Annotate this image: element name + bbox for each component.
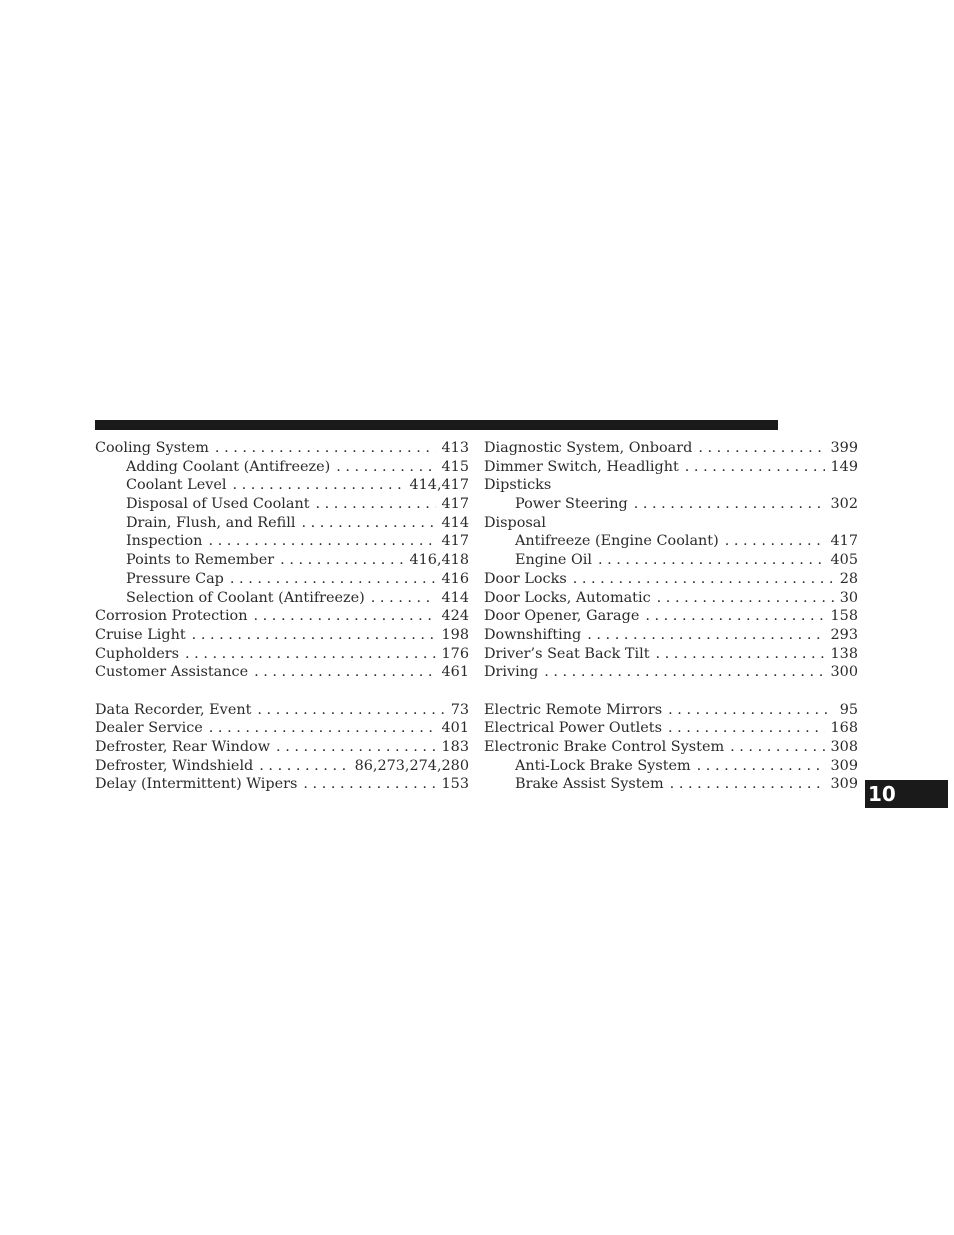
entry-page-number: 405 <box>830 552 858 569</box>
entry-page-number: 158 <box>830 608 858 625</box>
entry-label: Engine Oil <box>515 552 592 569</box>
entry-page-number: 95 <box>839 701 858 718</box>
entry-page-number: 413 <box>441 440 469 456</box>
entry-label: Disposal of Used Coolant <box>126 496 310 513</box>
index-entry <box>95 626 469 645</box>
entry-label: Diagnostic System, Onboard <box>484 440 693 456</box>
dot-leader <box>668 719 825 738</box>
index-subentry <box>484 775 858 794</box>
entry-page-number: 302 <box>830 496 858 513</box>
entry-label: Defroster, Windshield <box>95 757 254 774</box>
entry-page-number: 293 <box>830 626 858 643</box>
entry-label: Selection of Coolant (Antifreeze) <box>126 589 365 606</box>
entry-label: Electric Remote Mirrors <box>484 701 663 718</box>
index-group <box>484 439 858 682</box>
entry-label: Electronic Brake Control System <box>484 739 725 755</box>
entry-label: Dealer Service <box>95 720 203 737</box>
entry-page-number: 414 <box>441 589 469 606</box>
index-subentry <box>95 532 469 551</box>
index-entry <box>484 514 858 533</box>
index-entry <box>484 439 858 458</box>
entry-page-number: 198 <box>441 626 469 643</box>
entry-page-number: 309 <box>830 757 858 774</box>
index-entry <box>95 607 469 626</box>
index-entry <box>484 738 858 757</box>
index-subentry <box>95 495 469 514</box>
dot-leader <box>668 701 834 720</box>
dot-leader <box>697 757 825 776</box>
entry-page-number: 414 <box>441 514 469 531</box>
index-entry <box>95 701 469 720</box>
dot-leader <box>634 495 825 514</box>
index-subentry <box>484 757 858 776</box>
entry-page-number: 414,417 <box>409 477 469 494</box>
index-entry <box>484 626 858 645</box>
entry-label: Brake Assist System <box>515 776 664 793</box>
entry-page-number: 415 <box>441 458 469 475</box>
entry-page-number: 176 <box>441 645 469 662</box>
dot-leader <box>336 458 435 477</box>
dot-leader <box>598 551 825 570</box>
index-entry <box>484 663 858 682</box>
entry-label: Pressure Cap <box>126 570 224 587</box>
entry-page-number: 168 <box>830 720 858 737</box>
index-group <box>484 701 858 794</box>
entry-page-number: 424 <box>441 608 469 625</box>
dot-leader <box>209 719 436 738</box>
entry-label: Dipsticks <box>484 477 552 494</box>
entry-label: Driving <box>484 664 539 681</box>
entry-label: Downshifting <box>484 626 582 643</box>
index-entry <box>484 570 858 589</box>
entry-page-number: 461 <box>441 664 469 681</box>
index-entry <box>95 757 469 776</box>
index-entry <box>95 439 469 458</box>
dot-leader <box>645 607 824 626</box>
dot-leader <box>657 589 834 608</box>
group-spacer <box>484 682 858 701</box>
index-entry <box>484 645 858 664</box>
index-subentry <box>484 495 858 514</box>
entry-page-number: 30 <box>839 589 858 606</box>
dot-leader <box>544 663 824 682</box>
entry-page-number: 153 <box>441 776 469 793</box>
dot-leader <box>587 626 824 645</box>
index-column-left <box>95 439 469 794</box>
index-subentry <box>95 514 469 533</box>
entry-label: Dimmer Switch, Headlight <box>484 458 679 475</box>
index-entry <box>484 607 858 626</box>
dot-leader <box>685 458 825 477</box>
index-subentry <box>95 476 469 495</box>
dot-leader <box>254 607 436 626</box>
entry-label: Door Locks, Automatic <box>484 589 651 606</box>
entry-label: Customer Assistance <box>95 664 249 681</box>
entry-label: Coolant Level <box>126 477 227 494</box>
entry-label: Driver’s Seat Back Tilt <box>484 645 650 662</box>
entry-page-number: 183 <box>441 739 469 755</box>
index-subentry <box>484 551 858 570</box>
entry-page-number: 399 <box>830 440 858 456</box>
entry-label: Delay (Intermittent) Wipers <box>95 776 298 793</box>
entry-label: Power Steering <box>515 496 628 513</box>
entry-label: Defroster, Rear Window <box>95 739 271 755</box>
entry-page-number: 401 <box>441 720 469 737</box>
dot-leader <box>698 439 824 458</box>
index-entry <box>95 775 469 794</box>
index-entry <box>484 589 858 608</box>
entry-page-number: 28 <box>839 570 858 587</box>
entry-label: Antifreeze (Engine Coolant) <box>515 533 719 550</box>
dot-leader <box>215 439 436 458</box>
entry-page-number: 149 <box>830 458 858 475</box>
index-entry <box>484 719 858 738</box>
dot-leader <box>280 551 403 570</box>
entry-page-number: 300 <box>830 664 858 681</box>
index-entry <box>95 719 469 738</box>
dot-leader <box>257 701 444 720</box>
dot-leader <box>670 775 825 794</box>
entry-label: Door Locks <box>484 570 567 587</box>
index-entry <box>95 645 469 664</box>
index-subentry <box>95 570 469 589</box>
dot-leader <box>301 514 435 533</box>
entry-page-number: 417 <box>830 533 858 550</box>
entry-page-number: 416 <box>441 570 469 587</box>
dot-leader <box>208 532 435 551</box>
index-entry <box>95 663 469 682</box>
dot-leader <box>192 626 436 645</box>
entry-page-number: 416,418 <box>409 552 469 569</box>
dot-leader <box>725 532 825 551</box>
index-subentry <box>95 458 469 477</box>
index-group <box>95 439 469 682</box>
dot-leader <box>230 570 436 589</box>
dot-leader <box>303 775 435 794</box>
dot-leader <box>232 476 403 495</box>
dot-leader <box>254 663 435 682</box>
dot-leader <box>316 495 436 514</box>
index-group <box>95 701 469 794</box>
entry-page-number: 73 <box>450 701 469 718</box>
entry-label: Anti-Lock Brake System <box>515 757 691 774</box>
entry-label: Cooling System <box>95 440 209 456</box>
dot-leader <box>573 570 834 589</box>
index-subentry <box>95 589 469 608</box>
index-subentry <box>484 532 858 551</box>
entry-label: Corrosion Protection <box>95 608 248 625</box>
index-entry <box>95 738 469 757</box>
entry-label: Electrical Power Outlets <box>484 720 662 737</box>
dot-leader <box>259 757 348 776</box>
entry-label: Adding Coolant (Antifreeze) <box>126 458 331 475</box>
entry-page-number: 309 <box>830 776 858 793</box>
entry-page-number: 138 <box>830 645 858 662</box>
index-entry <box>484 476 858 495</box>
index-entry <box>484 701 858 720</box>
index-subentry <box>95 551 469 570</box>
entry-page-number: 86,273,274,280 <box>354 757 469 774</box>
index-entry <box>484 458 858 477</box>
dot-leader <box>185 645 436 664</box>
entry-page-number: 417 <box>441 533 469 550</box>
dot-leader <box>371 589 436 608</box>
entry-label: Disposal <box>484 514 546 531</box>
entry-label: Inspection <box>126 533 203 550</box>
entry-label: Data Recorder, Event <box>95 701 252 718</box>
entry-page-number: 308 <box>830 739 858 755</box>
entry-page-number: 417 <box>441 496 469 513</box>
dot-leader <box>276 738 435 757</box>
entry-label: Cruise Light <box>95 626 186 643</box>
section-tab: 10 <box>865 780 948 808</box>
dot-leader <box>656 645 825 664</box>
index-column-right <box>484 439 858 794</box>
group-spacer <box>95 682 469 701</box>
entry-label: Door Opener, Garage <box>484 608 640 625</box>
entry-label: Cupholders <box>95 645 180 662</box>
header-rule <box>95 420 778 430</box>
entry-label: Drain, Flush, and Refill <box>126 514 296 531</box>
entry-label: Points to Remember <box>126 552 275 569</box>
dot-leader <box>730 738 824 757</box>
